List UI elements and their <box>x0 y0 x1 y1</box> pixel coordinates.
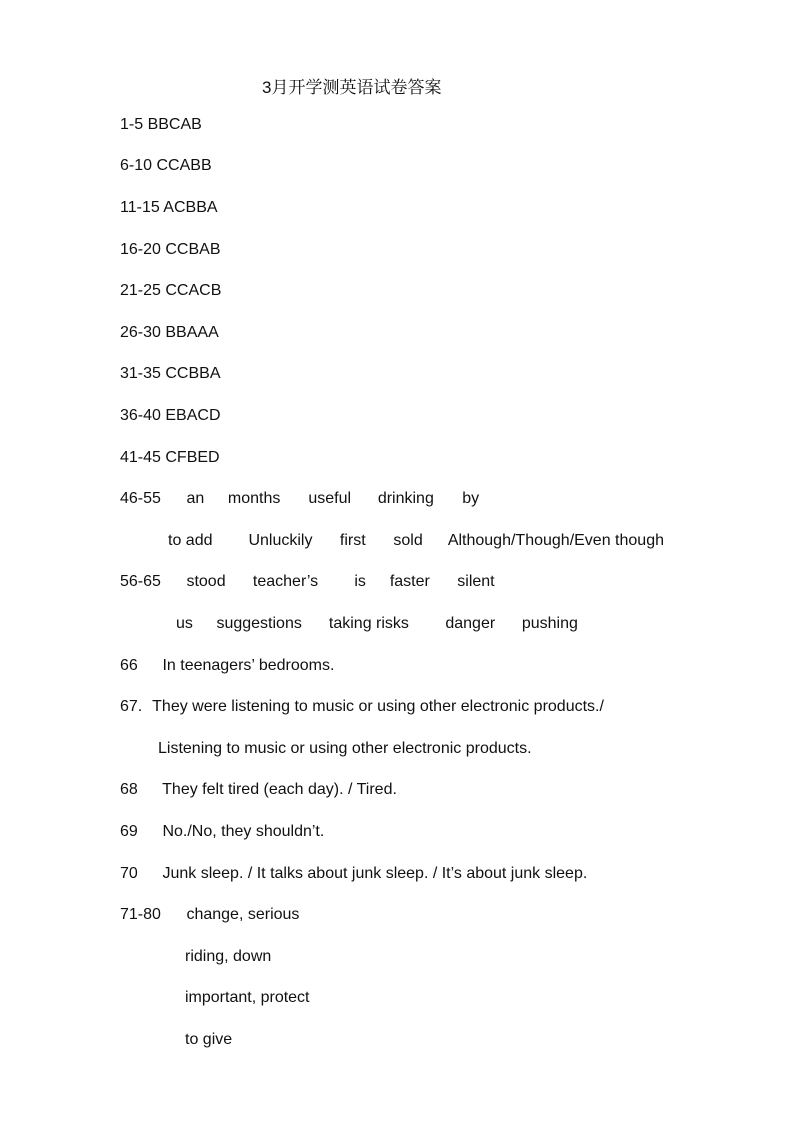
answer-word: danger <box>445 615 496 632</box>
answer-word: suggestions <box>216 615 302 632</box>
answer-text: No./No, they shouldn’t. <box>162 823 325 840</box>
answer-text: Listening to music or using other electronic products. <box>158 740 532 757</box>
mc-answers: BBAAA <box>165 324 219 341</box>
mc-range: 36-40 <box>120 407 161 424</box>
answer-word: taking risks <box>328 615 409 632</box>
q68-line <box>120 780 397 800</box>
q67-line-2 <box>158 739 532 759</box>
q56-65-line-1 <box>120 572 495 592</box>
mc-line-21-25 <box>120 281 221 301</box>
mc-answers: ACBBA <box>163 199 218 216</box>
answer-text: important, protect <box>185 989 310 1006</box>
mc-range: 6-10 <box>120 157 153 174</box>
answer-word: teacher’s <box>252 573 319 590</box>
answer-word: drinking <box>377 490 434 507</box>
mc-range: 41-45 <box>120 449 161 466</box>
answer-word: Unluckily <box>248 532 313 549</box>
mc-answers: EBACD <box>165 407 221 424</box>
mc-answers: CFBED <box>165 449 220 466</box>
answer-word: pushing <box>521 615 578 632</box>
q66-line <box>120 656 334 676</box>
mc-range: 21-25 <box>120 282 161 299</box>
mc-line-16-20 <box>120 240 221 260</box>
answer-word: first <box>339 532 366 549</box>
q71-80-line-2 <box>185 947 271 967</box>
answer-word: useful <box>308 490 352 507</box>
mc-line-31-35 <box>120 364 221 384</box>
question-number: 69 <box>120 823 138 840</box>
answer-text: riding, down <box>185 948 272 965</box>
answer-text: In teenagers’ bedrooms. <box>162 657 335 674</box>
mc-range: 11-15 <box>120 199 160 216</box>
question-number: 70 <box>120 865 138 882</box>
answer-word: faster <box>389 573 430 590</box>
q69-line <box>120 822 324 842</box>
mc-line-1-5 <box>120 115 202 135</box>
mc-answers: CCACB <box>165 282 222 299</box>
mc-answers: BBCAB <box>147 116 202 133</box>
q67-line-1 <box>120 697 604 717</box>
mc-line-36-40 <box>120 406 221 426</box>
q56-65-line-2 <box>176 614 578 634</box>
answer-word: sold <box>393 532 423 549</box>
answer-word: Although/Though/Even though <box>447 532 664 549</box>
section-range: 71-80 <box>120 906 161 923</box>
page-title: 3月开学测英语试卷答案 <box>262 78 442 97</box>
question-number: 67. <box>120 698 143 715</box>
q71-80-line-4 <box>185 1030 232 1050</box>
answer-word: stood <box>186 573 226 590</box>
q71-80-line-3 <box>185 988 310 1008</box>
answer-word: an <box>186 490 205 507</box>
mc-line-26-30 <box>120 323 219 343</box>
q46-55-line-1 <box>120 489 479 509</box>
answer-text: change, serious <box>186 906 300 923</box>
mc-answers: CCBBA <box>165 365 221 382</box>
mc-answers: CCBAB <box>165 241 221 258</box>
section-range: 56-65 <box>120 573 161 590</box>
answer-word: silent <box>457 573 495 590</box>
mc-range: 1-5 <box>120 116 144 133</box>
mc-line-6-10 <box>120 156 212 176</box>
answer-word: us <box>176 615 193 632</box>
question-number: 66 <box>120 657 138 674</box>
answer-text: Junk sleep. / It talks about junk sleep. / It’s about junk sleep. <box>162 865 588 882</box>
q46-55-line-2 <box>168 531 664 551</box>
answer-text: to give <box>185 1031 233 1048</box>
answer-word: is <box>354 573 366 590</box>
mc-line-41-45 <box>120 448 220 468</box>
section-range: 46-55 <box>120 490 161 507</box>
question-number: 68 <box>120 781 138 798</box>
q71-80-line-1 <box>120 905 299 925</box>
mc-answers: CCABB <box>156 157 212 174</box>
mc-range: 16-20 <box>120 241 161 258</box>
answer-text: They were listening to music or using other electronic products./ <box>152 698 604 715</box>
answer-word: months <box>227 490 281 507</box>
q70-line <box>120 864 587 884</box>
answer-word: by <box>462 490 480 507</box>
answer-text: They felt tired (each day). / Tired. <box>162 781 397 798</box>
mc-line-11-15 <box>120 198 218 218</box>
mc-range: 31-35 <box>120 365 161 382</box>
answer-word: to add <box>168 532 213 549</box>
mc-range: 26-30 <box>120 324 161 341</box>
